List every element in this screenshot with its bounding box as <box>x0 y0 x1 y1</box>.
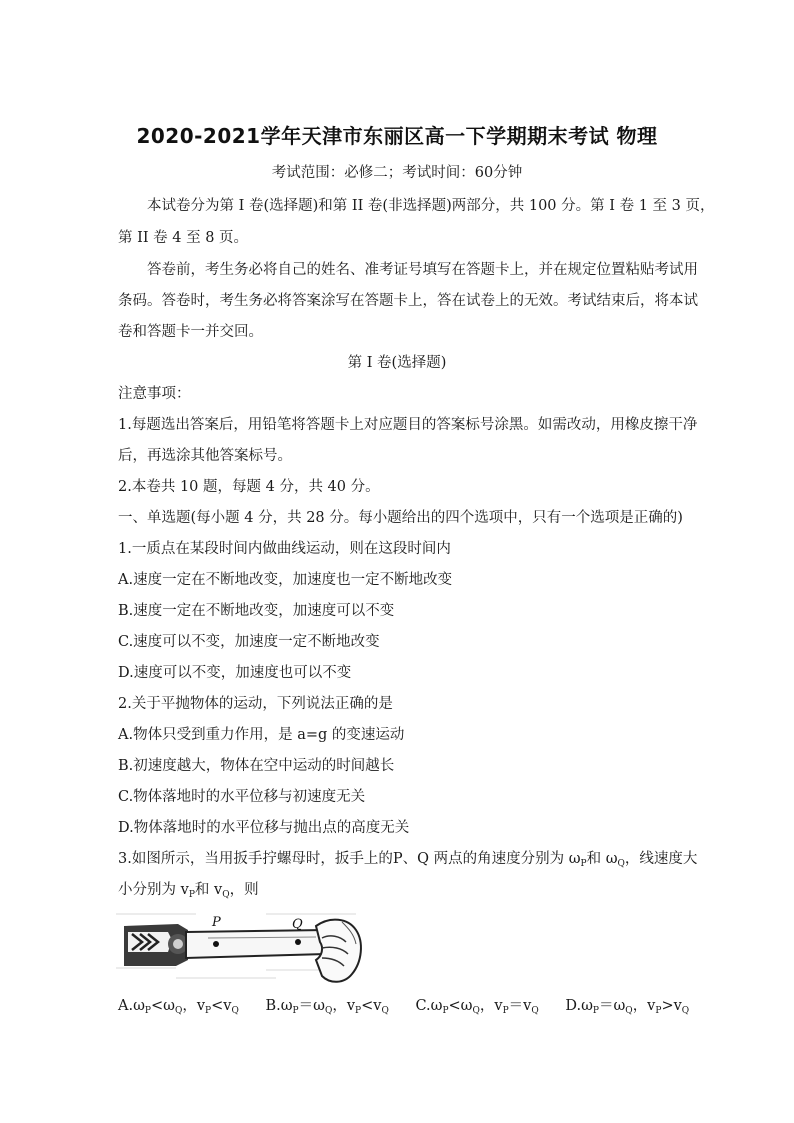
question-3-option-b <box>265 996 388 1021</box>
subscript: P <box>592 1006 599 1016</box>
point-p <box>213 941 219 947</box>
opt-part: D.ω <box>565 998 593 1014</box>
question-1-option-a: A.速度一定在不断地改变，加速度也一定不断地改变 <box>118 572 453 588</box>
subscript-p: P <box>188 890 195 900</box>
question-1-option-d: D.速度可以不变，加速度也可以不变 <box>118 665 352 681</box>
subscript: Q <box>472 1006 480 1016</box>
subscript: Q <box>681 1006 690 1016</box>
question-2-option-b: B.初速度越大，物体在空中运动的时间越长 <box>118 758 395 774</box>
q3-text-part: 和 v <box>194 882 223 898</box>
subscript: P <box>502 1006 509 1016</box>
question-1-stem: 1.一质点在某段时间内做曲线运动，则在这段时间内 <box>118 541 451 557</box>
opt-part: <ω <box>150 998 175 1014</box>
question-1-option-b: B.速度一定在不断地改变，加速度可以不变 <box>118 603 395 619</box>
intro-paragraph-2-line-2: 条码。答卷时，考生务必将答案涂写在答题卡上，答在试卷上的无效。考试结束后，将本试 <box>118 293 698 309</box>
part-one-heading: 一、单选题(每小题 4 分，共 28 分。每小题给出的四个选项中，只有一个选项是正确的) <box>118 510 683 526</box>
opt-part: <ω <box>448 998 473 1014</box>
opt-part: <v <box>211 998 232 1014</box>
subscript: P <box>144 1006 151 1016</box>
subscript: P <box>205 1006 212 1016</box>
subscript: Q <box>625 1006 633 1016</box>
question-3-stem-line-2 <box>118 880 259 905</box>
question-2-option-a: A.物体只受到重力作用，是 a=g 的变速运动 <box>118 727 405 743</box>
q3-text-part: 小分别为 v <box>118 882 189 898</box>
opt-part: B.ω <box>265 998 293 1014</box>
q3-text-part: 和 ω <box>586 851 618 867</box>
exam-scope-line: 考试范围：必修二；考试时间：60分钟 <box>271 165 523 181</box>
subscript-q: Q <box>222 890 230 900</box>
question-3-stem-line-1 <box>118 849 697 874</box>
opt-part: ，v <box>332 998 356 1014</box>
opt-part: A.ω <box>118 998 145 1014</box>
subscript: P <box>442 1006 449 1016</box>
subscript: Q <box>324 1006 333 1016</box>
opt-part: ，v <box>632 998 656 1014</box>
opt-part: ＝v <box>508 998 532 1014</box>
opt-part: ，v <box>182 998 206 1014</box>
intro-paragraph-2-line-1: 答卷前，考生务必将自己的姓名、准考证号填写在答题卡上，并在规定位置粘贴考试用 <box>147 262 698 278</box>
opt-part: ＝ω <box>298 998 325 1014</box>
question-3-option-d <box>565 996 689 1021</box>
point-q <box>295 939 301 945</box>
q3-text-part: ，线速度大 <box>624 851 698 867</box>
q3-text-part: 3.如图所示，当用扳手拧螺母时，扳手上的P、Q 两点的角速度分别为 ω <box>118 851 581 867</box>
question-2-stem: 2.关于平抛物体的运动，下列说法正确的是 <box>118 696 393 712</box>
subscript: P <box>655 1006 662 1016</box>
label-q: Q <box>292 917 303 932</box>
question-3-option-c <box>415 996 538 1021</box>
opt-part: ，v <box>479 998 503 1014</box>
subscript: Q <box>381 1006 389 1016</box>
subscript: Q <box>231 1006 239 1016</box>
hand-illustration <box>316 920 361 982</box>
q3-text-part: ，则 <box>229 882 259 898</box>
subscript-p: P <box>580 859 587 869</box>
subscript-q: Q <box>617 859 625 869</box>
opt-part: >v <box>661 998 682 1014</box>
label-p: P <box>212 915 221 930</box>
opt-part: C.ω <box>415 998 443 1014</box>
notice-heading: 注意事项： <box>118 386 191 402</box>
opt-part: ＝ω <box>598 998 626 1014</box>
question-2-option-d: D.物体落地时的水平位移与抛出点的高度无关 <box>118 820 410 836</box>
notice-2: 2.本卷共 10 题，每题 4 分，共 40 分。 <box>118 479 380 495</box>
subscript: Q <box>531 1006 539 1016</box>
intro-paragraph-2-line-3: 卷和答题卡一并交回。 <box>118 324 263 340</box>
subscript: Q <box>174 1006 183 1016</box>
question-3-options <box>118 996 690 1021</box>
question-1-option-c: C.速度可以不变，加速度一定不断地改变 <box>118 634 380 650</box>
opt-part: <v <box>361 998 382 1014</box>
document-title: 2020-2021学年天津市东丽区高一下学期期末考试 物理 <box>136 124 658 148</box>
question-3-option-a <box>118 996 239 1021</box>
notice-1-line-2: 后，再选涂其他答案标号。 <box>118 448 292 464</box>
wrench-handle <box>186 930 330 958</box>
subscript: P <box>292 1006 299 1016</box>
wrench-figure <box>116 908 366 988</box>
section-title: 第 I 卷(选择题) <box>347 355 447 371</box>
subscript: P <box>355 1006 362 1016</box>
intro-paragraph-1-line-1: 本试卷分为第 I 卷(选择题)和第 II 卷(非选择题)两部分，共 100 分。第 I 卷 1 至 3 页， <box>147 198 715 214</box>
intro-paragraph-1-line-2: 第 II 卷 4 至 8 页。 <box>118 230 249 246</box>
question-2-option-c: C.物体落地时的水平位移与初速度无关 <box>118 789 366 805</box>
notice-1-line-1: 1.每题选出答案后，用铅笔将答题卡上对应题目的答案标号涂黑。如需改动，用橡皮擦干净 <box>118 417 698 433</box>
